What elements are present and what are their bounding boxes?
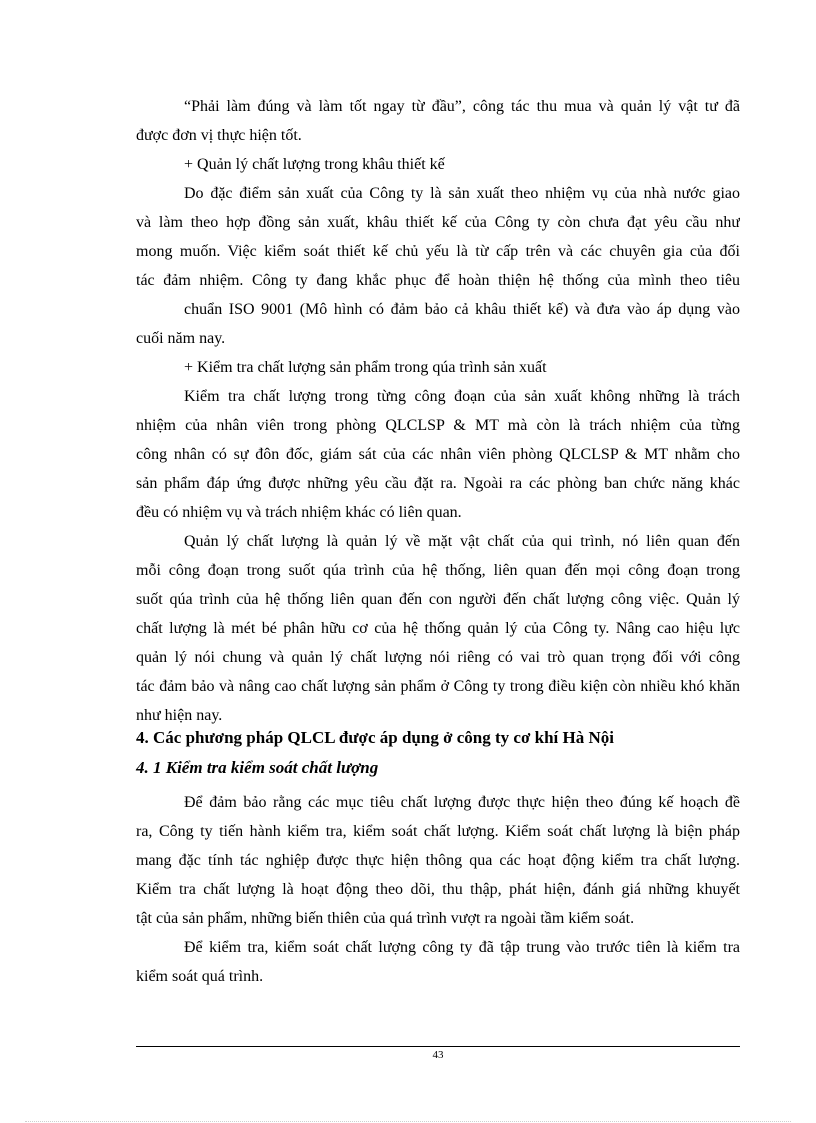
text-line: mang đặc tính tác nghiệp được thực hiện thông qua các hoạt động kiểm tra chất lượng. <box>136 852 740 869</box>
text-line: Quản lý chất lượng là quản lý về mặt vật chất của qui trình, nó liên quan đến <box>184 533 740 550</box>
text-line: tật của sản phẩm, những biến thiên của quá trình vượt ra ngoài tầm kiểm soát. <box>136 910 635 927</box>
text-line: cuối năm nay. <box>136 330 226 347</box>
text-line: “Phải làm đúng và làm tốt ngay từ đầu”, công tác thu mua và quản lý vật tư đã <box>184 98 740 115</box>
text-line: được đơn vị thực hiện tốt. <box>136 127 302 144</box>
subsection-heading: 4. 1 Kiểm tra kiểm soát chất lượng <box>136 758 379 777</box>
text-line: nhiệm của nhân viên trong phòng QLCLSP & MT mà còn là trách nhiệm của từng <box>136 417 740 434</box>
body-text-section-1 <box>136 92 740 730</box>
text-line: công nhân có sự đôn đốc, giám sát của các nhân viên phòng QLCLSP & MT nhằm cho <box>136 446 740 463</box>
page-bottom-border <box>25 1121 791 1122</box>
text-line: suốt qúa trình của hệ thống liên quan đến con người đến chất lượng công việc. Quản lý <box>136 591 740 608</box>
text-line: ra, Công ty tiến hành kiểm tra, kiểm soát chất lượng. Kiểm soát chất lượng là biện pháp <box>136 823 740 840</box>
text-line: như hiện nay. <box>136 707 223 724</box>
text-line: mong muốn. Việc kiểm soát thiết kế chủ yếu là từ cấp trên và các chuyên gia của đối <box>136 243 740 260</box>
text-line: Kiểm tra chất lượng trong từng công đoạn của sản xuất không những là trách <box>184 388 740 405</box>
text-line: đều có nhiệm vụ và trách nhiệm khác có liên quan. <box>136 504 462 521</box>
text-line: tác đảm nhiệm. Công ty đang khắc phục để hoàn thiện hệ thống của mình theo tiêu <box>136 272 740 289</box>
text-line: kiểm soát quá trình. <box>136 968 264 985</box>
section-heading: 4. Các phương pháp QLCL được áp dụng ở công ty cơ khí Hà Nội <box>136 728 614 747</box>
text-line: Để kiểm tra, kiểm soát chất lượng công ty đã tập trung vào trước tiên là kiểm tra <box>184 939 740 956</box>
footer-divider <box>136 1046 740 1047</box>
text-line: sản phẩm đáp ứng được những yêu cầu đặt ra. Ngoài ra các phòng ban chức năng khác <box>136 475 740 492</box>
text-line: Kiểm tra chất lượng là hoạt động theo dõi, thu thập, phát hiện, đánh giá những khuyết <box>136 881 740 898</box>
text-line: + Quản lý chất lượng trong khâu thiết kế <box>184 156 445 173</box>
page-number: 43 <box>432 1049 444 1061</box>
text-line: chuẩn ISO 9001 (Mô hình có đảm bảo cả khâu thiết kế) và đưa vào áp dụng vào <box>184 301 740 318</box>
text-line: quản lý nói chung và quản lý chất lượng nói riêng có vai trò quan trọng đối với công <box>136 649 740 666</box>
text-line: Do đặc điểm sản xuất của Công ty là sản xuất theo nhiệm vụ của nhà nước giao <box>184 185 740 202</box>
text-line: chất lượng là mét bé phân hữu cơ của hệ thống quản lý của Công ty. Nâng cao hiệu lực <box>136 620 740 637</box>
text-line: và làm theo hợp đồng sản xuất, khâu thiết kế của Công ty còn chưa đạt yêu cầu như <box>136 214 740 231</box>
text-line: Để đảm bảo rằng các mục tiêu chất lượng được thực hiện theo đúng kế hoạch đề <box>184 794 740 811</box>
text-line: + Kiểm tra chất lượng sản phẩm trong qúa trình sản xuất <box>184 359 547 376</box>
body-text-section-2 <box>136 788 740 991</box>
text-line: tác đảm bảo và nâng cao chất lượng sản phẩm ở Công ty trong điều kiện còn nhiều khó khăn <box>136 678 740 695</box>
text-line: mỗi công đoạn trong suốt qúa trình của hệ thống, liên quan đến mọi công đoạn trong <box>136 562 740 579</box>
